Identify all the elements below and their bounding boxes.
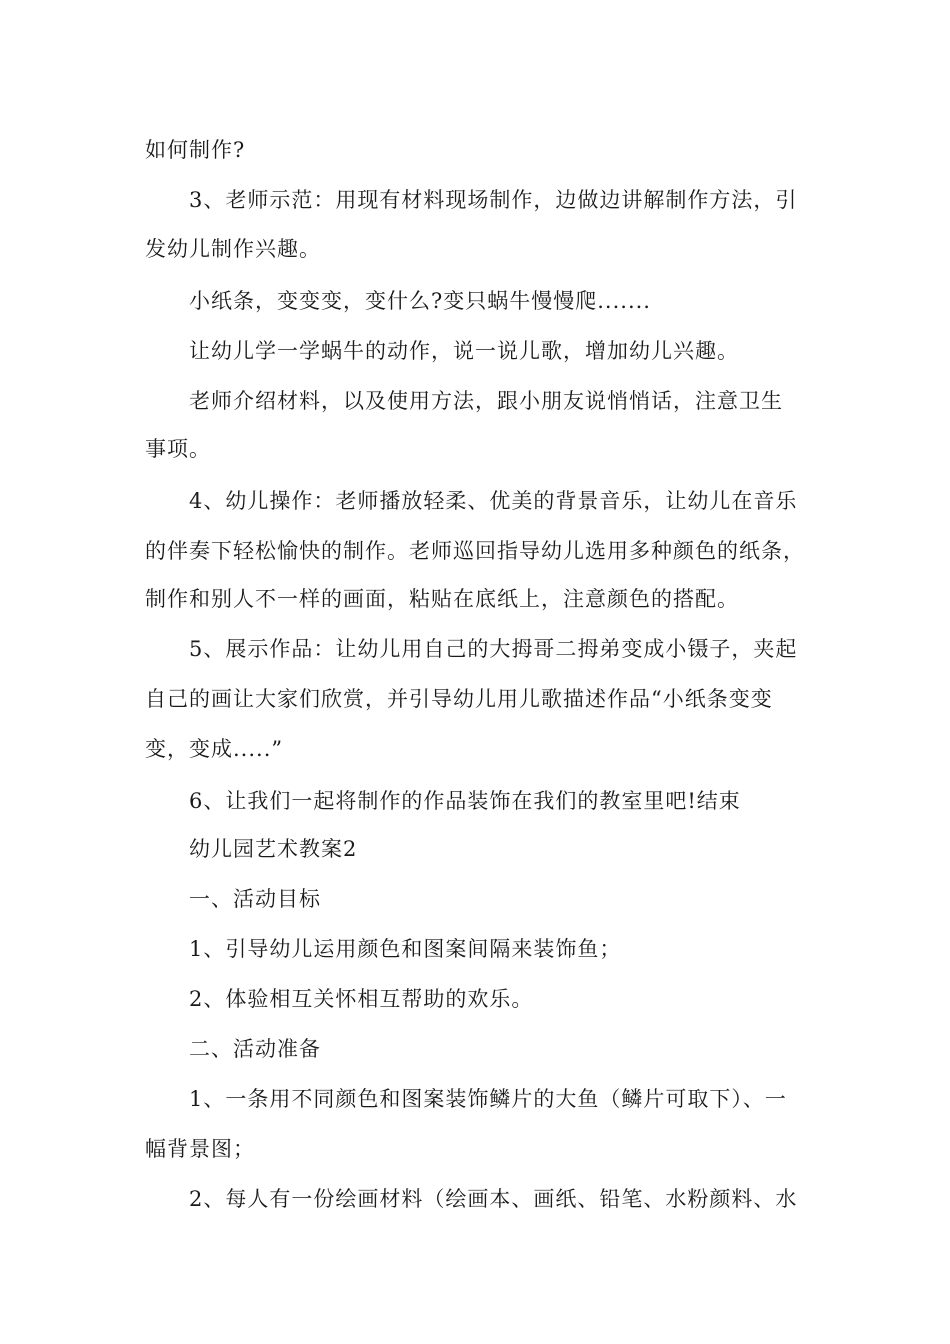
text-line: 自己的画让大家们欣赏，并引导幼儿用儿歌描述作品“小纸条变变 bbox=[145, 687, 773, 711]
text-line: 小纸条，变变变，变什么?变只蜗牛慢慢爬....... bbox=[189, 289, 651, 313]
text-line: 的伴奏下轻松愉快的制作。老师巡回指导幼儿选用多种颜色的纸条， bbox=[145, 539, 805, 563]
text-line: 制作和别人不一样的画面，粘贴在底纸上，注意颜色的搭配。 bbox=[145, 587, 739, 611]
text-line: 让幼儿学一学蜗牛的动作，说一说儿歌，增加幼儿兴趣。 bbox=[189, 339, 739, 363]
text-line: 事项。 bbox=[145, 437, 211, 461]
text-line: 2、每人有一份绘画材料（绘画本、画纸、铅笔、水粉颜料、水 bbox=[189, 1187, 798, 1211]
section-heading: 二、活动准备 bbox=[189, 1037, 321, 1061]
text-line: 发幼儿制作兴趣。 bbox=[145, 237, 321, 261]
section-heading: 幼儿园艺术教案2 bbox=[189, 837, 358, 861]
text-line: 如何制作? bbox=[145, 138, 246, 162]
text-line: 3、老师示范：用现有材料现场制作，边做边讲解制作方法，引 bbox=[189, 188, 798, 212]
text-line: 1、引导幼儿运用颜色和图案间隔来装饰鱼； bbox=[189, 937, 622, 961]
text-line: 老师介绍材料，以及使用方法，跟小朋友说悄悄话，注意卫生 bbox=[189, 389, 783, 413]
text-line: 5、展示作品：让幼儿用自己的大拇哥二拇弟变成小镊子，夹起 bbox=[189, 637, 798, 661]
text-line: 1、一条用不同颜色和图案装饰鳞片的大鱼（鳞片可取下）、一 bbox=[189, 1087, 787, 1111]
text-line: 2、体验相互关怀相互帮助的欢乐。 bbox=[189, 987, 534, 1011]
text-line: 变，变成.....” bbox=[145, 737, 284, 761]
text-line: 4、幼儿操作：老师播放轻柔、优美的背景音乐，让幼儿在音乐 bbox=[189, 489, 798, 513]
section-heading: 一、活动目标 bbox=[189, 887, 321, 911]
text-line: 6、让我们一起将制作的作品装饰在我们的教室里吧!结束 bbox=[189, 789, 741, 813]
text-line: 幅背景图； bbox=[145, 1137, 255, 1161]
